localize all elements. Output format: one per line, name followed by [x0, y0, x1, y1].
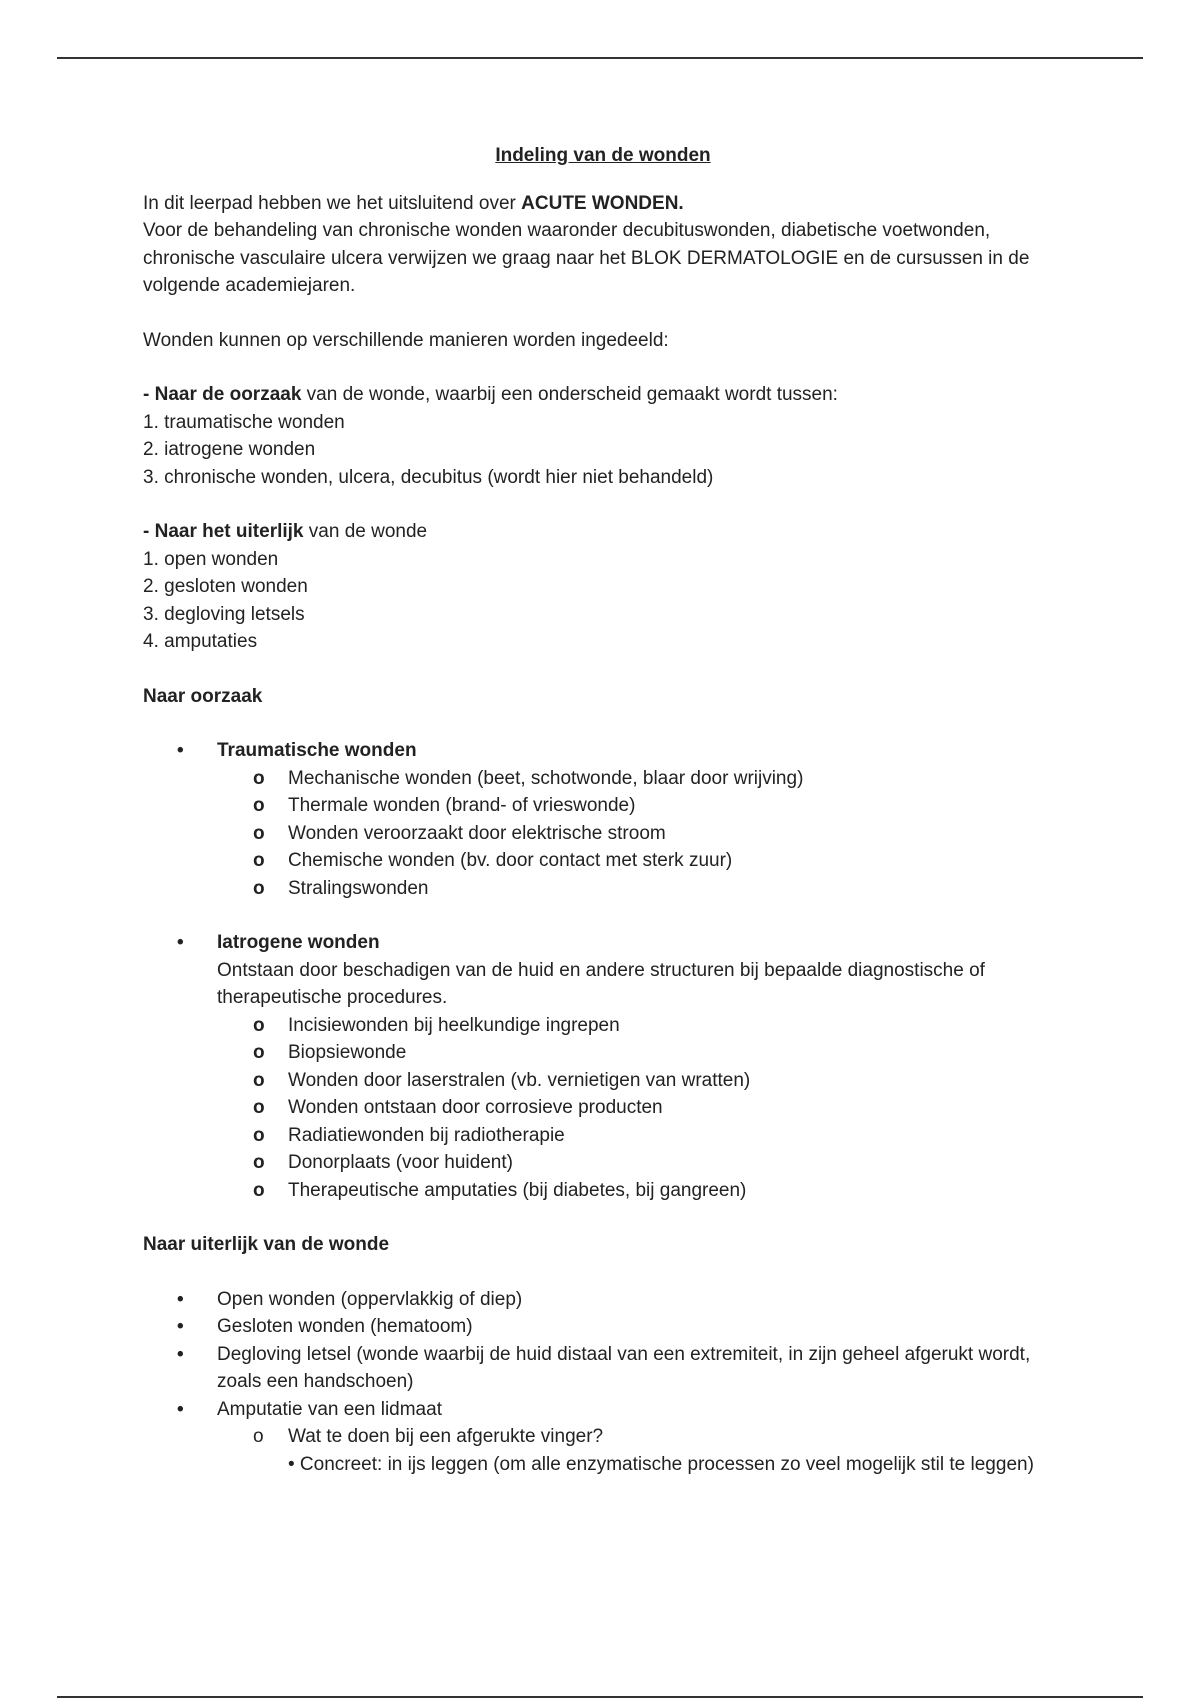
by-cause-lead — [143, 381, 1063, 409]
sub-list-item — [143, 875, 1063, 903]
sub-marker: o — [253, 1124, 265, 1146]
sub-list-item — [143, 1012, 1063, 1040]
sub-marker: o — [253, 767, 265, 789]
list-item: 1. traumatische wonden — [143, 411, 345, 433]
intro-line-1 — [143, 190, 1063, 218]
by-cause-lead-rest: van de wonde, waarbij een onderscheid gemaakt wordt tussen: — [301, 384, 838, 405]
sub-item-text: Wonden veroorzaakt door elektrische stroom — [288, 822, 666, 844]
sub-question: Wat te doen bij een afgerukte vinger? — [288, 1426, 604, 1447]
list-item: 2. iatrogene wonden — [143, 439, 316, 460]
by-cause-lead-bold: - Naar de oorzaak — [143, 384, 302, 405]
sub-item-text: Thermale wonden (brand- of vrieswonde) — [288, 795, 636, 816]
list-item: 3. chronische wonden, ulcera, decubitus (wordt hier niet behandeld) — [143, 466, 714, 488]
sub-item-text: Biopsiewonde — [288, 1042, 407, 1063]
document-title: Indeling van de wonden — [495, 145, 711, 166]
sub-marker: o — [253, 1069, 265, 1091]
sub-list-item — [143, 1177, 1063, 1205]
intro-bold: ACUTE WONDEN. — [521, 192, 684, 214]
sub-item-text: Radiatiewonden bij radiotherapie — [288, 1124, 565, 1146]
sub-item-text: Stralingswonden — [288, 877, 429, 899]
sub-marker: o — [253, 1097, 265, 1118]
sub-marker: o — [253, 850, 265, 871]
bullet-traumatic — [143, 737, 1063, 765]
sub-item-text: Incisiewonden bij heelkundige ingrepen — [288, 1014, 620, 1036]
sub-item-text: Donorplaats (voor huident) — [288, 1152, 513, 1173]
sub-list-item — [143, 1067, 1063, 1095]
sub-marker: o — [253, 1042, 265, 1063]
sub-list-item — [143, 792, 1063, 820]
sub-marker: o — [253, 1426, 264, 1447]
section-heading-cause — [143, 683, 1063, 711]
sub-list-item — [143, 1039, 1063, 1067]
sub-marker: o — [253, 795, 265, 816]
bullet-iatrogenic — [143, 929, 1063, 957]
bullet-traumatic-label: Traumatische wonden — [217, 740, 417, 761]
sub-list-item — [143, 1149, 1063, 1177]
sub-answer: • Concreet: in ijs leggen (om alle enzymatische processen zo veel mogelijk stil te leggen) — [288, 1453, 1034, 1475]
sub-list-item — [143, 765, 1063, 793]
bullet-item: • Amputatie van een lidmaat — [143, 1396, 1063, 1424]
section-heading-cause-text: Naar oorzaak — [143, 685, 263, 707]
sub-item-text: Therapeutische amputaties (bij diabetes, bij gangreen) — [288, 1179, 747, 1201]
footer-rule — [57, 1696, 1143, 1698]
sub-list-item — [143, 1423, 1063, 1451]
classification-intro: Wonden kunnen op verschillende manieren worden ingedeeld: — [143, 329, 669, 351]
intro-prefix: In dit leerpad hebben we het uitsluitend over — [143, 192, 522, 214]
sub-item-text: Wonden ontstaan door corrosieve producten — [288, 1097, 663, 1118]
bullet-item: • Open wonden (oppervlakkig of diep) — [143, 1286, 1063, 1314]
sub-item-text: Chemische wonden (bv. door contact met sterk zuur) — [288, 850, 733, 871]
bullet-iatrogenic-label: Iatrogene wonden — [217, 932, 380, 953]
sub-list-item — [143, 820, 1063, 848]
list-item: 4. amputaties — [143, 631, 258, 652]
list-item: 2. gesloten wonden — [143, 576, 308, 597]
sub-list-item — [143, 1094, 1063, 1122]
sub-item-text: Mechanische wonden (beet, schotwonde, blaar door wrijving) — [288, 767, 804, 789]
iatrogenic-description: Ontstaan door beschadigen van de huid en andere structuren bij bepaalde diagnostische of therapeutische procedures. — [217, 959, 985, 1008]
sub-item-text: Wonden door laserstralen (vb. vernietigen van wratten) — [288, 1069, 751, 1091]
sub-marker: o — [253, 1152, 265, 1173]
sub-marker: o — [253, 822, 265, 844]
sub-marker: o — [253, 877, 265, 899]
by-appearance-lead-rest: van de wonde — [303, 521, 428, 542]
sub-marker: o — [253, 1014, 265, 1036]
intro-line-2: Voor de behandeling van chronische wonden waaronder decubituswonden, diabetische voetwonden, chronische vasculaire ulcera verwijzen we graag naar het BLOK DERMATOLOGIE en de cursussen in de volgende academiejaren. — [143, 220, 1030, 296]
list-item: 1. open wonden — [143, 548, 279, 570]
sub-marker: o — [253, 1179, 265, 1201]
bullet-item: • Degloving letsel (wonde waarbij de huid distaal van een extremiteit, in zijn geheel afgerukt wordt, zoals een handschoen) — [143, 1341, 1063, 1396]
section-heading-appearance-text: Naar uiterlijk van de wonde — [143, 1234, 390, 1255]
section-heading-appearance — [143, 1231, 1063, 1259]
sub-list-item — [143, 1122, 1063, 1150]
document-page — [143, 142, 1063, 1478]
by-appearance-lead — [143, 518, 1063, 546]
bullet-item: • Gesloten wonden (hematoom) — [143, 1313, 1063, 1341]
list-item: 3. degloving letsels — [143, 603, 305, 625]
sub-list-item — [143, 847, 1063, 875]
by-appearance-lead-bold: - Naar het uiterlijk — [143, 521, 304, 542]
header-rule — [57, 57, 1143, 59]
